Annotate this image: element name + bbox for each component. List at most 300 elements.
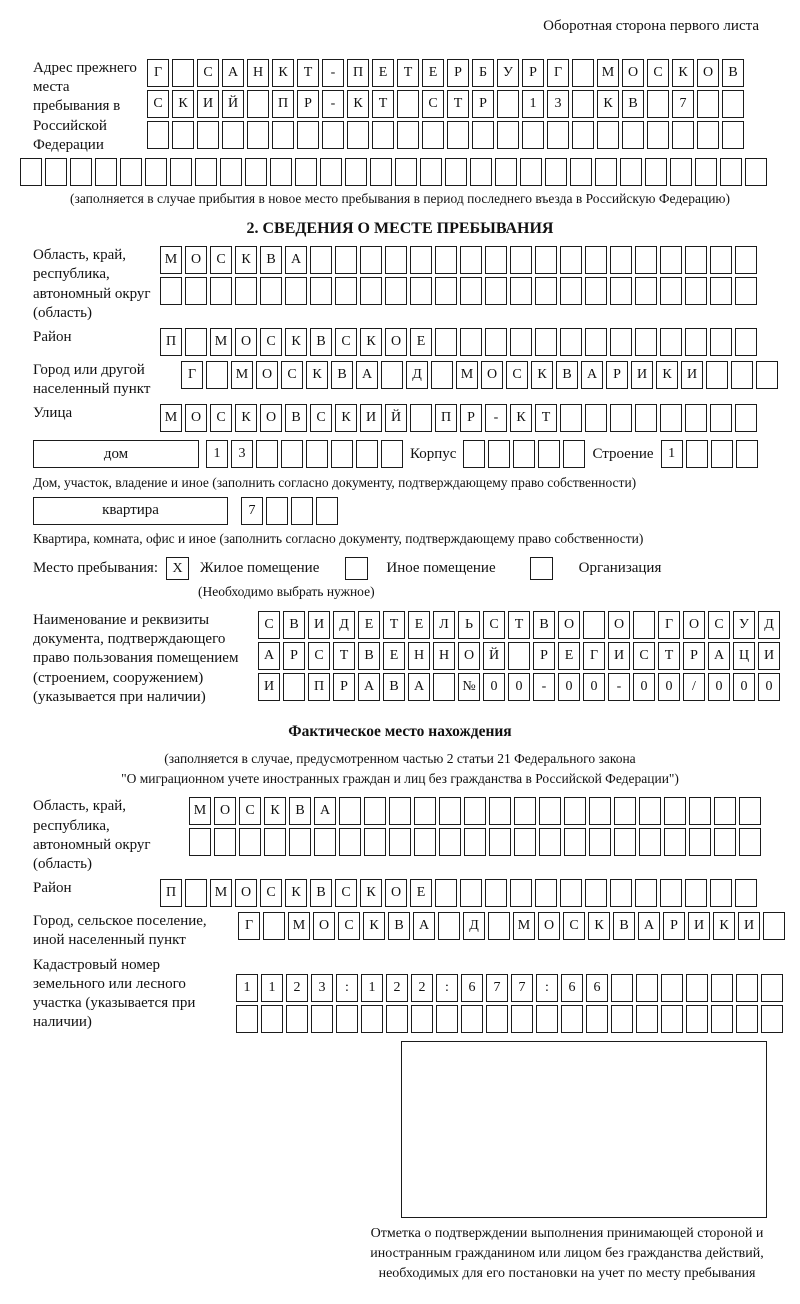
char-box[interactable] (735, 246, 757, 274)
char-box[interactable]: - (322, 59, 344, 87)
char-box[interactable] (722, 90, 744, 118)
char-box[interactable] (661, 1005, 683, 1033)
char-box[interactable]: В (331, 361, 353, 389)
char-box[interactable] (486, 1005, 508, 1033)
char-box[interactable]: О (608, 611, 630, 639)
char-box[interactable]: 6 (586, 974, 608, 1002)
char-box[interactable] (372, 121, 394, 149)
char-box[interactable] (689, 797, 711, 825)
char-box[interactable] (636, 1005, 658, 1033)
char-box[interactable]: В (310, 879, 332, 907)
char-box[interactable] (210, 277, 232, 305)
char-box[interactable]: 3 (311, 974, 333, 1002)
char-box[interactable] (535, 277, 557, 305)
char-box[interactable] (70, 158, 92, 186)
char-box[interactable]: М (288, 912, 310, 940)
char-box[interactable]: - (485, 404, 507, 432)
char-box[interactable]: Е (410, 328, 432, 356)
char-box[interactable] (535, 246, 557, 274)
char-box[interactable] (460, 246, 482, 274)
char-box[interactable] (660, 879, 682, 907)
char-box[interactable] (295, 158, 317, 186)
char-box[interactable]: А (708, 642, 730, 670)
char-box[interactable]: Т (297, 59, 319, 87)
char-box[interactable]: И (688, 912, 710, 940)
char-box[interactable] (438, 912, 460, 940)
char-box[interactable]: 0 (633, 673, 655, 701)
char-box[interactable] (739, 828, 761, 856)
char-box[interactable] (560, 246, 582, 274)
char-box[interactable] (436, 1005, 458, 1033)
char-box[interactable]: К (347, 90, 369, 118)
char-box[interactable]: С (338, 912, 360, 940)
char-box[interactable] (735, 328, 757, 356)
char-box[interactable]: : (536, 974, 558, 1002)
char-box[interactable]: О (481, 361, 503, 389)
char-box[interactable] (695, 158, 717, 186)
char-box[interactable]: - (533, 673, 555, 701)
char-box[interactable] (335, 246, 357, 274)
char-box[interactable]: 7 (511, 974, 533, 1002)
char-box[interactable] (435, 879, 457, 907)
char-box[interactable] (439, 828, 461, 856)
char-box[interactable] (711, 440, 733, 468)
char-box[interactable] (563, 440, 585, 468)
char-box[interactable] (647, 90, 669, 118)
char-box[interactable]: К (235, 404, 257, 432)
char-box[interactable] (560, 404, 582, 432)
char-box[interactable] (485, 277, 507, 305)
char-box[interactable] (145, 158, 167, 186)
char-box[interactable] (720, 158, 742, 186)
char-box[interactable]: И (197, 90, 219, 118)
char-box[interactable]: К (360, 879, 382, 907)
char-box[interactable] (520, 158, 542, 186)
char-box[interactable] (497, 90, 519, 118)
char-box[interactable] (536, 1005, 558, 1033)
char-box[interactable]: П (347, 59, 369, 87)
char-box[interactable] (538, 440, 560, 468)
char-box[interactable]: О (558, 611, 580, 639)
char-box[interactable] (620, 158, 642, 186)
char-box[interactable] (714, 797, 736, 825)
char-box[interactable]: С (563, 912, 585, 940)
char-box[interactable] (710, 404, 732, 432)
char-box[interactable] (564, 828, 586, 856)
char-box[interactable]: 0 (733, 673, 755, 701)
char-box[interactable]: С (147, 90, 169, 118)
char-box[interactable] (395, 158, 417, 186)
char-box[interactable] (360, 246, 382, 274)
char-box[interactable]: Н (408, 642, 430, 670)
char-box[interactable] (711, 974, 733, 1002)
char-box[interactable]: М (160, 404, 182, 432)
char-box[interactable]: С (708, 611, 730, 639)
char-box[interactable] (460, 277, 482, 305)
char-box[interactable] (397, 90, 419, 118)
char-box[interactable] (263, 912, 285, 940)
char-box[interactable] (585, 879, 607, 907)
char-box[interactable]: : (336, 974, 358, 1002)
char-box[interactable] (147, 121, 169, 149)
char-box[interactable]: Е (358, 611, 380, 639)
char-box[interactable] (311, 1005, 333, 1033)
char-box[interactable] (389, 797, 411, 825)
char-box[interactable] (245, 158, 267, 186)
char-box[interactable] (735, 404, 757, 432)
char-box[interactable] (660, 328, 682, 356)
char-box[interactable] (385, 246, 407, 274)
char-box[interactable] (222, 121, 244, 149)
char-box[interactable]: Е (408, 611, 430, 639)
char-box[interactable]: С (483, 611, 505, 639)
char-box[interactable] (689, 828, 711, 856)
char-box[interactable]: П (308, 673, 330, 701)
char-box[interactable] (610, 328, 632, 356)
char-box[interactable]: 6 (461, 974, 483, 1002)
char-box[interactable]: У (497, 59, 519, 87)
char-box[interactable] (460, 328, 482, 356)
char-box[interactable]: О (260, 404, 282, 432)
char-box[interactable] (364, 797, 386, 825)
char-box[interactable]: Н (247, 59, 269, 87)
char-box[interactable]: С (197, 59, 219, 87)
char-box[interactable] (381, 440, 403, 468)
char-box[interactable]: 3 (547, 90, 569, 118)
char-box[interactable]: С (260, 879, 282, 907)
char-box[interactable] (310, 277, 332, 305)
char-box[interactable]: К (285, 328, 307, 356)
char-box[interactable]: Т (658, 642, 680, 670)
char-box[interactable] (435, 246, 457, 274)
char-box[interactable] (310, 246, 332, 274)
char-box[interactable]: А (581, 361, 603, 389)
char-box[interactable]: О (385, 879, 407, 907)
char-box[interactable]: 7 (486, 974, 508, 1002)
char-box[interactable] (595, 158, 617, 186)
char-box[interactable]: С (422, 90, 444, 118)
char-box[interactable] (589, 797, 611, 825)
char-box[interactable]: В (283, 611, 305, 639)
char-box[interactable]: К (510, 404, 532, 432)
char-box[interactable] (639, 828, 661, 856)
char-box[interactable] (45, 158, 67, 186)
char-box[interactable]: М (210, 328, 232, 356)
char-box[interactable] (610, 404, 632, 432)
char-box[interactable]: Р (533, 642, 555, 670)
char-box[interactable]: К (363, 912, 385, 940)
char-box[interactable]: П (160, 879, 182, 907)
char-box[interactable]: В (622, 90, 644, 118)
char-box[interactable] (214, 828, 236, 856)
char-box[interactable]: А (222, 59, 244, 87)
char-box[interactable] (488, 912, 510, 940)
char-box[interactable] (314, 828, 336, 856)
char-box[interactable] (661, 974, 683, 1002)
char-box[interactable]: О (538, 912, 560, 940)
char-box[interactable] (439, 797, 461, 825)
char-box[interactable] (611, 1005, 633, 1033)
char-box[interactable]: Т (372, 90, 394, 118)
char-box[interactable]: Р (283, 642, 305, 670)
char-box[interactable]: Р (472, 90, 494, 118)
char-box[interactable] (206, 361, 228, 389)
char-box[interactable]: А (285, 246, 307, 274)
char-box[interactable] (485, 328, 507, 356)
char-box[interactable]: А (314, 797, 336, 825)
char-box[interactable] (285, 277, 307, 305)
char-box[interactable] (670, 158, 692, 186)
char-box[interactable]: О (683, 611, 705, 639)
char-box[interactable]: Т (397, 59, 419, 87)
char-box[interactable] (281, 440, 303, 468)
char-box[interactable] (756, 361, 778, 389)
char-box[interactable]: К (656, 361, 678, 389)
char-box[interactable] (514, 828, 536, 856)
char-box[interactable]: С (335, 328, 357, 356)
char-box[interactable] (247, 121, 269, 149)
char-box[interactable]: О (214, 797, 236, 825)
char-box[interactable]: Е (558, 642, 580, 670)
char-box[interactable]: А (413, 912, 435, 940)
char-box[interactable] (497, 121, 519, 149)
char-box[interactable] (463, 440, 485, 468)
char-box[interactable]: К (588, 912, 610, 940)
char-box[interactable] (170, 158, 192, 186)
char-box[interactable]: С (210, 404, 232, 432)
char-box[interactable] (470, 158, 492, 186)
char-box[interactable]: Ц (733, 642, 755, 670)
char-box[interactable] (381, 361, 403, 389)
char-box[interactable] (360, 277, 382, 305)
char-box[interactable]: К (360, 328, 382, 356)
char-box[interactable]: И (258, 673, 280, 701)
char-box[interactable] (495, 158, 517, 186)
zhiloe-checkbox[interactable]: X (166, 557, 189, 580)
char-box[interactable]: А (408, 673, 430, 701)
char-box[interactable] (339, 797, 361, 825)
char-box[interactable] (685, 328, 707, 356)
char-box[interactable] (710, 246, 732, 274)
char-box[interactable]: В (289, 797, 311, 825)
char-box[interactable] (485, 879, 507, 907)
char-box[interactable]: С (647, 59, 669, 87)
char-box[interactable] (414, 828, 436, 856)
char-box[interactable] (535, 328, 557, 356)
char-box[interactable]: В (310, 328, 332, 356)
char-box[interactable] (239, 828, 261, 856)
char-box[interactable]: В (556, 361, 578, 389)
char-box[interactable]: О (313, 912, 335, 940)
char-box[interactable] (635, 328, 657, 356)
char-box[interactable]: 2 (386, 974, 408, 1002)
char-box[interactable]: А (356, 361, 378, 389)
char-box[interactable] (414, 797, 436, 825)
char-box[interactable]: С (210, 246, 232, 274)
char-box[interactable]: В (358, 642, 380, 670)
char-box[interactable]: 1 (522, 90, 544, 118)
char-box[interactable] (489, 828, 511, 856)
char-box[interactable] (564, 797, 586, 825)
inoe-checkbox[interactable] (345, 557, 368, 580)
char-box[interactable]: К (285, 879, 307, 907)
char-box[interactable]: Н (433, 642, 455, 670)
char-box[interactable] (514, 797, 536, 825)
char-box[interactable]: 0 (558, 673, 580, 701)
char-box[interactable] (291, 497, 313, 525)
char-box[interactable] (586, 1005, 608, 1033)
char-box[interactable] (711, 1005, 733, 1033)
char-box[interactable] (585, 277, 607, 305)
char-box[interactable]: С (239, 797, 261, 825)
char-box[interactable] (560, 879, 582, 907)
char-box[interactable]: Р (663, 912, 685, 940)
char-box[interactable]: Л (433, 611, 455, 639)
char-box[interactable]: - (608, 673, 630, 701)
char-box[interactable] (761, 1005, 783, 1033)
char-box[interactable] (736, 974, 758, 1002)
char-box[interactable]: Р (460, 404, 482, 432)
char-box[interactable]: А (258, 642, 280, 670)
char-box[interactable]: Й (222, 90, 244, 118)
char-box[interactable] (431, 361, 453, 389)
char-box[interactable]: 2 (286, 974, 308, 1002)
char-box[interactable] (672, 121, 694, 149)
char-box[interactable] (685, 246, 707, 274)
char-box[interactable]: О (185, 246, 207, 274)
char-box[interactable]: Г (181, 361, 203, 389)
char-box[interactable] (95, 158, 117, 186)
char-box[interactable]: О (622, 59, 644, 87)
char-box[interactable]: Р (447, 59, 469, 87)
char-box[interactable]: Й (483, 642, 505, 670)
char-box[interactable] (410, 246, 432, 274)
char-box[interactable] (685, 879, 707, 907)
char-box[interactable]: Й (385, 404, 407, 432)
char-box[interactable] (614, 828, 636, 856)
char-box[interactable]: К (597, 90, 619, 118)
char-box[interactable] (645, 158, 667, 186)
char-box[interactable] (660, 277, 682, 305)
char-box[interactable]: 0 (483, 673, 505, 701)
char-box[interactable]: Б (472, 59, 494, 87)
char-box[interactable]: Г (658, 611, 680, 639)
char-box[interactable]: Г (147, 59, 169, 87)
char-box[interactable] (189, 828, 211, 856)
char-box[interactable]: А (638, 912, 660, 940)
char-box[interactable] (422, 121, 444, 149)
char-box[interactable] (411, 1005, 433, 1033)
char-box[interactable]: И (360, 404, 382, 432)
char-box[interactable] (647, 121, 669, 149)
char-box[interactable]: Г (547, 59, 569, 87)
char-box[interactable] (270, 158, 292, 186)
char-box[interactable]: И (758, 642, 780, 670)
char-box[interactable]: / (683, 673, 705, 701)
char-box[interactable] (264, 828, 286, 856)
char-box[interactable] (261, 1005, 283, 1033)
char-box[interactable] (120, 158, 142, 186)
char-box[interactable]: К (713, 912, 735, 940)
char-box[interactable]: И (631, 361, 653, 389)
char-box[interactable]: Т (383, 611, 405, 639)
char-box[interactable] (597, 121, 619, 149)
char-box[interactable] (435, 277, 457, 305)
char-box[interactable] (283, 673, 305, 701)
char-box[interactable] (735, 879, 757, 907)
char-box[interactable]: М (231, 361, 253, 389)
char-box[interactable] (235, 277, 257, 305)
char-box[interactable] (685, 277, 707, 305)
char-box[interactable] (660, 246, 682, 274)
char-box[interactable] (461, 1005, 483, 1033)
char-box[interactable]: Д (758, 611, 780, 639)
char-box[interactable] (361, 1005, 383, 1033)
char-box[interactable]: В (613, 912, 635, 940)
char-box[interactable]: 3 (231, 440, 253, 468)
char-box[interactable]: С (335, 879, 357, 907)
char-box[interactable] (610, 879, 632, 907)
char-box[interactable]: С (633, 642, 655, 670)
char-box[interactable] (511, 1005, 533, 1033)
char-box[interactable]: В (722, 59, 744, 87)
char-box[interactable] (635, 879, 657, 907)
char-box[interactable] (697, 90, 719, 118)
char-box[interactable] (331, 440, 353, 468)
char-box[interactable] (410, 404, 432, 432)
organizatsiya-checkbox[interactable] (530, 557, 553, 580)
char-box[interactable]: Е (410, 879, 432, 907)
char-box[interactable] (572, 59, 594, 87)
char-box[interactable] (397, 121, 419, 149)
char-box[interactable] (686, 440, 708, 468)
char-box[interactable] (460, 879, 482, 907)
char-box[interactable]: Г (238, 912, 260, 940)
char-box[interactable] (722, 121, 744, 149)
char-box[interactable] (522, 121, 544, 149)
char-box[interactable] (635, 277, 657, 305)
char-box[interactable]: 1 (661, 440, 683, 468)
char-box[interactable]: М (160, 246, 182, 274)
char-box[interactable] (356, 440, 378, 468)
char-box[interactable] (172, 121, 194, 149)
char-box[interactable]: : (436, 974, 458, 1002)
char-box[interactable]: М (597, 59, 619, 87)
char-box[interactable] (539, 828, 561, 856)
char-box[interactable]: 7 (672, 90, 694, 118)
char-box[interactable] (510, 277, 532, 305)
char-box[interactable]: 6 (561, 974, 583, 1002)
char-box[interactable]: 0 (658, 673, 680, 701)
char-box[interactable]: Р (333, 673, 355, 701)
char-box[interactable] (547, 121, 569, 149)
char-box[interactable]: Д (463, 912, 485, 940)
char-box[interactable]: О (385, 328, 407, 356)
char-box[interactable] (489, 797, 511, 825)
char-box[interactable]: Р (522, 59, 544, 87)
char-box[interactable] (585, 404, 607, 432)
char-box[interactable]: 1 (261, 974, 283, 1002)
char-box[interactable]: Е (383, 642, 405, 670)
char-box[interactable]: С (506, 361, 528, 389)
char-box[interactable] (539, 797, 561, 825)
char-box[interactable] (185, 277, 207, 305)
char-box[interactable]: М (513, 912, 535, 940)
char-box[interactable] (686, 974, 708, 1002)
char-box[interactable]: Р (297, 90, 319, 118)
char-box[interactable] (464, 828, 486, 856)
char-box[interactable]: Д (333, 611, 355, 639)
